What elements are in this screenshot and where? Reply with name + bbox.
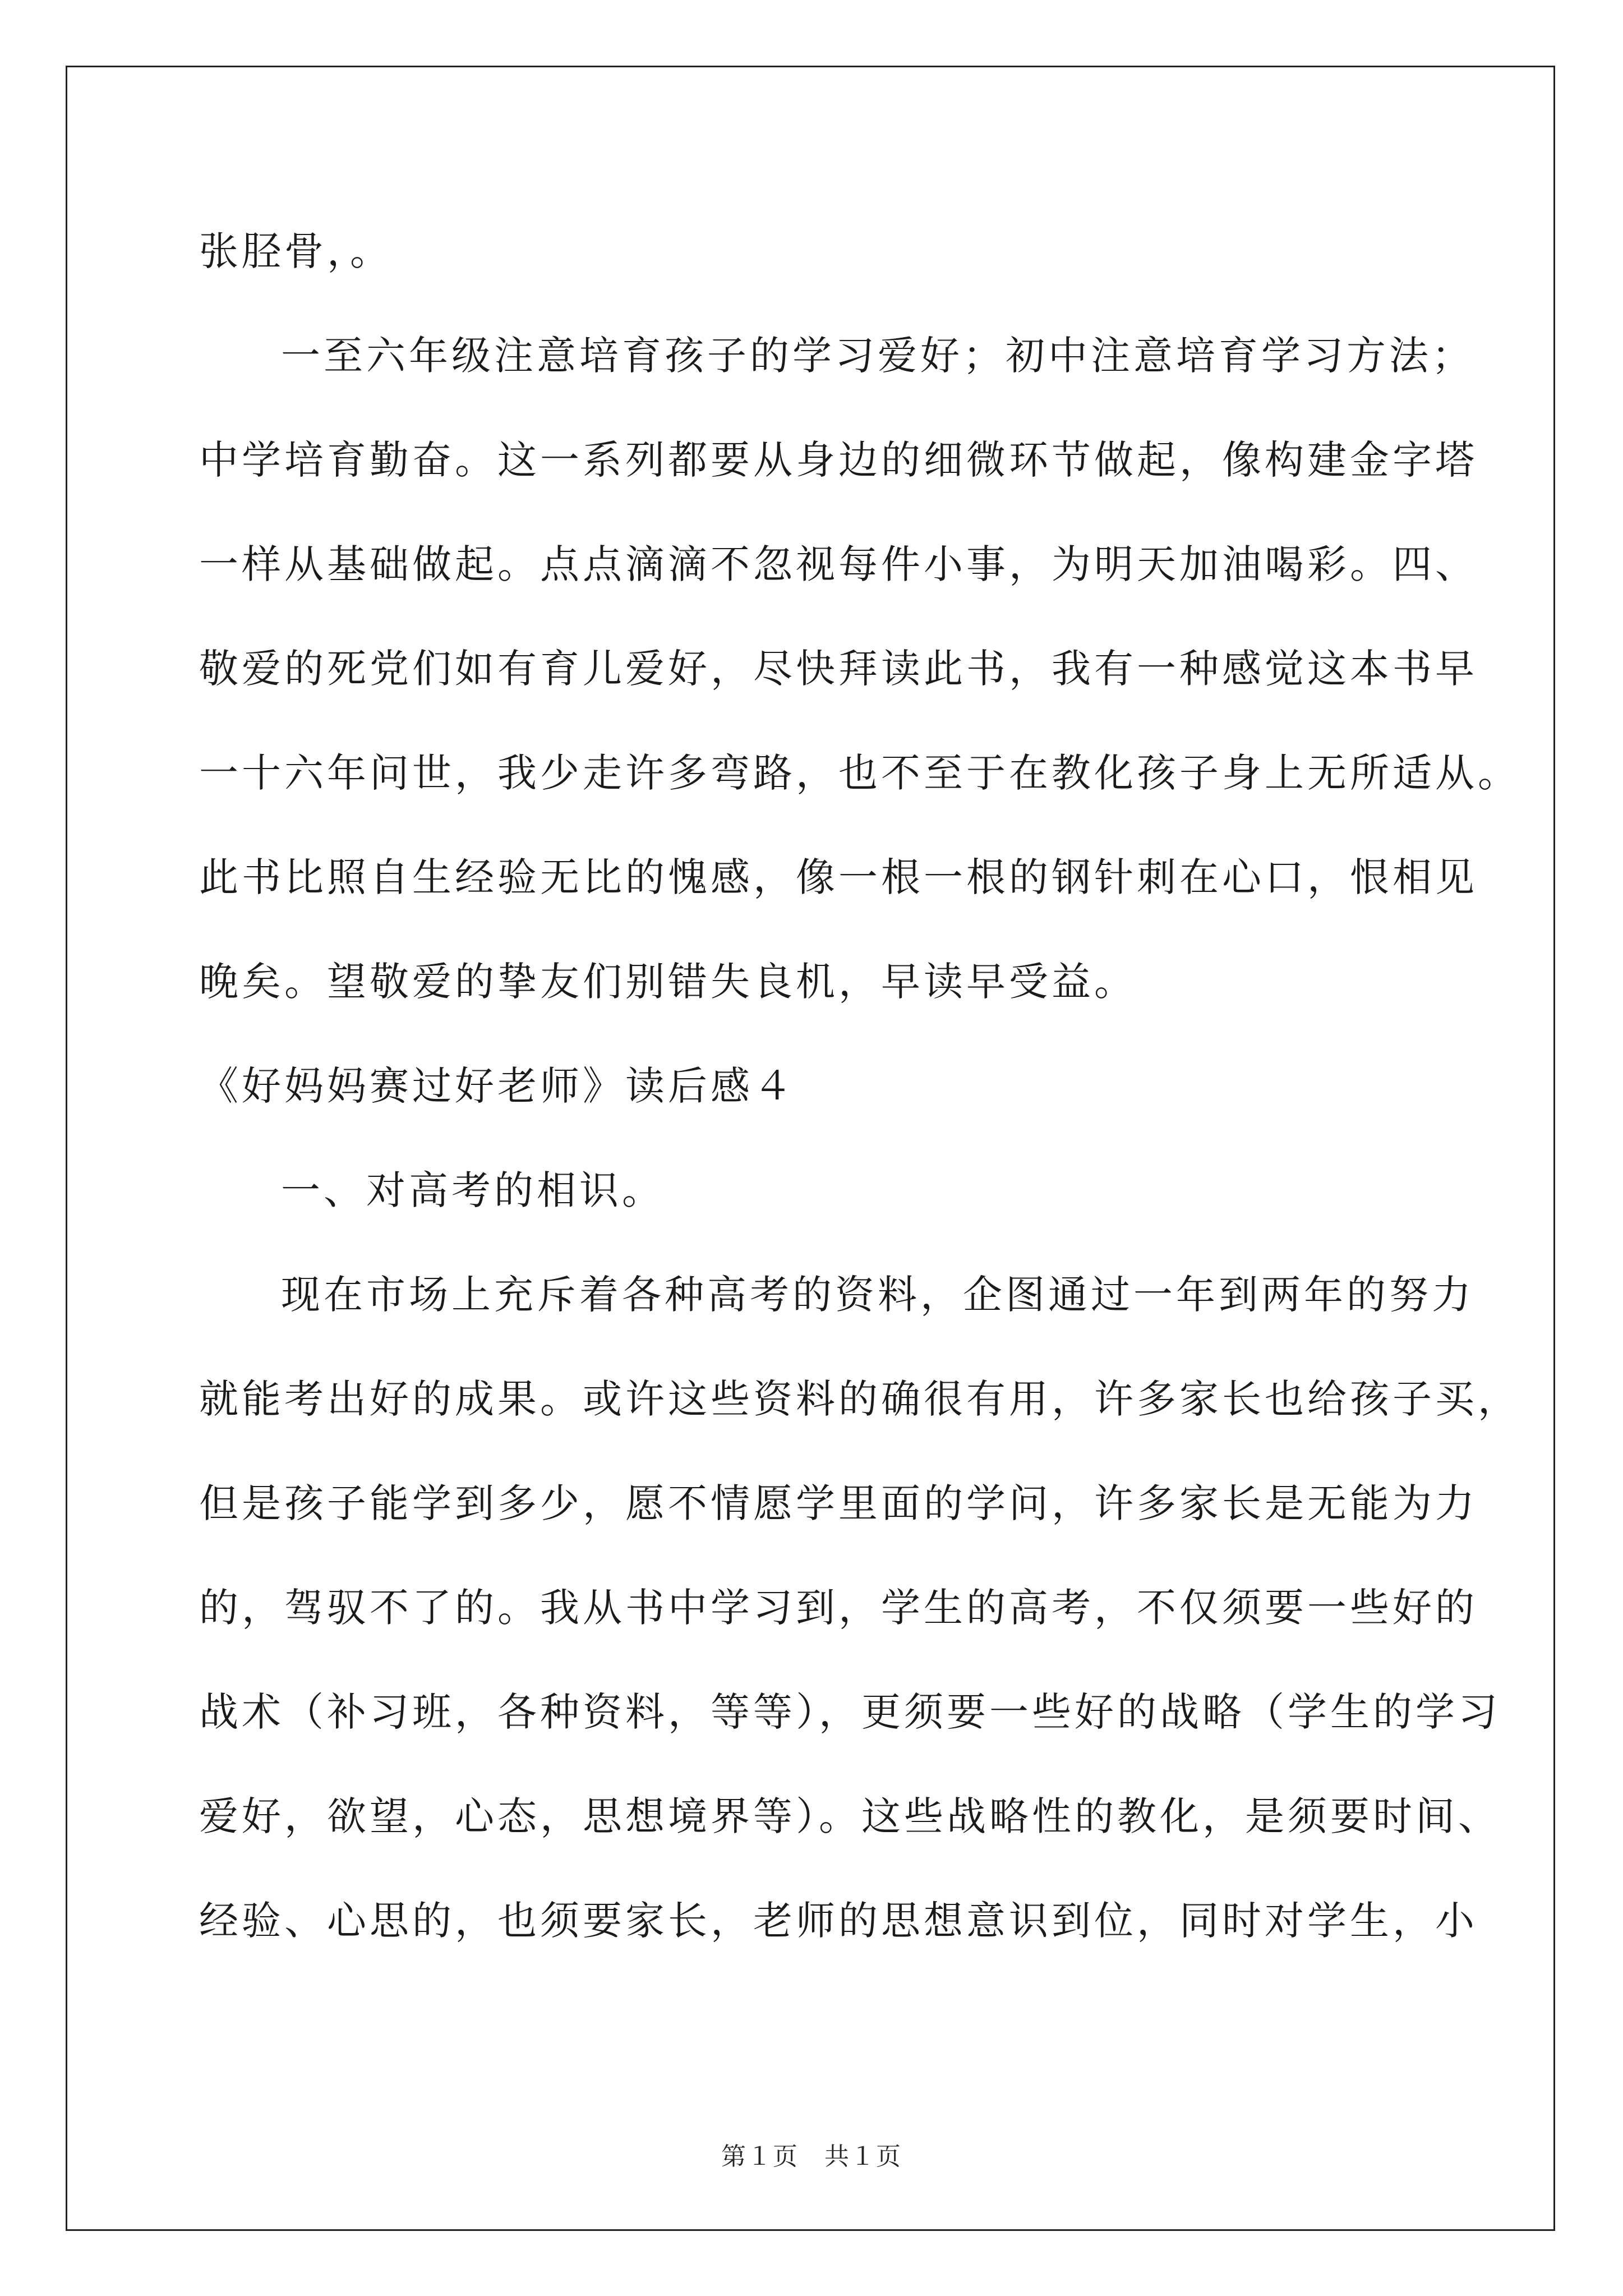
page-number-footer: 第１页 共１页 bbox=[721, 2142, 902, 2171]
text-line: 此书比照自生经验无比的愧感，像一根一根的钢针刺在心口，恨相见 bbox=[199, 854, 1478, 900]
text-line: 现在市场上充斥着各种高考的资料，企图通过一年到两年的努力 bbox=[281, 1272, 1474, 1318]
document-body bbox=[199, 222, 1520, 1995]
text-line: 敬爱的死党们如有育儿爱好，尽快拜读此书，我有一种感觉这本书早 bbox=[199, 646, 1478, 692]
text-line: 的，驾驭不了的。我从书中学习到，学生的高考，不仅须要一些好的 bbox=[199, 1585, 1478, 1631]
text-line: 经验、心思的，也须要家长，老师的思想意识到位，同时对学生，小 bbox=[199, 1898, 1478, 1944]
text-line: 战术（补习班，各种资料，等等），更须要一些好的战略（学生的学习 bbox=[199, 1689, 1501, 1735]
text-line: 但是孩子能学到多少，愿不情愿学里面的学问，许多家长是无能为力 bbox=[199, 1480, 1478, 1526]
text-line: 爱好，欲望，心态，思想境界等）。这些战略性的教化，是须要时间、 bbox=[199, 1793, 1501, 1839]
text-line: 晚矣。望敬爱的挚友们别错失良机，早读早受益。 bbox=[199, 959, 1137, 1005]
section-heading: 《好妈妈赛过好老师》读后感４ bbox=[199, 1063, 796, 1109]
text-line: 一、对高考的相识。 bbox=[281, 1167, 665, 1213]
text-line: 就能考出好的成果。或许这些资料的确很有用，许多家长也给孩子买， bbox=[199, 1376, 1520, 1422]
text-line: 中学培育勤奋。这一系列都要从身边的细微环节做起，像构建金字塔 bbox=[199, 437, 1478, 483]
text-line: 一十六年问世，我少走许多弯路，也不至于在教化孩子身上无所适从。 bbox=[199, 750, 1520, 796]
text-line: 张胫骨，。 bbox=[199, 228, 393, 274]
text-line: 一至六年级注意培育孩子的学习爱好；初中注意培育学习方法； bbox=[281, 333, 1474, 379]
text-line: 一样从基础做起。点点滴滴不忽视每件小事，为明天加油喝彩。四、 bbox=[199, 541, 1478, 587]
